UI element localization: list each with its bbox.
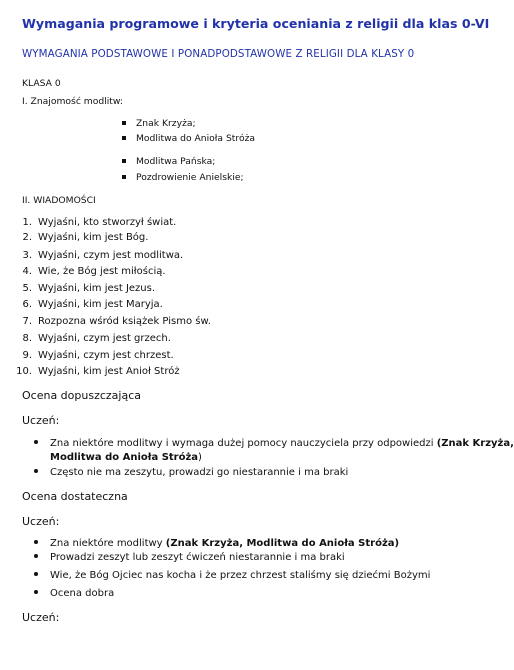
bullet-square-icon: [122, 121, 126, 125]
list-item: Modlitwa Pańska;: [122, 156, 215, 167]
numbered-item: 8. Wyjaśni, czym jest grzech.: [22, 333, 171, 344]
student-label: Uczeń:: [22, 611, 60, 624]
section-prayers-heading: I. Znajomość modlitw:: [22, 96, 124, 107]
document-title: Wymagania programowe i kryteria oceniania z religii dla klas 0-VI: [22, 16, 490, 31]
numbered-item: 6. Wyjaśni, kim jest Maryja.: [22, 299, 163, 310]
student-label: Uczeń:: [22, 515, 60, 528]
document-subtitle: WYMAGANIA PODSTAWOWE I PONADPODSTAWOWE Z RELIGII DLA KLASY 0: [22, 48, 415, 60]
list-item: Pozdrowienie Anielskie;: [122, 172, 244, 183]
section-knowledge-heading: II. WIADOMOŚCI: [22, 195, 96, 206]
class-label: KLASA 0: [22, 78, 61, 89]
list-item: Zna niektóre modlitwy (Znak Krzyża, Modlitwa do Anioła Stróża): [34, 538, 399, 549]
bullet-dot-icon: [34, 469, 38, 473]
bullet-square-icon: [122, 175, 126, 179]
numbered-item: 10. Wyjaśni, kim jest Anioł Stróż: [16, 366, 180, 377]
grade-heading: Ocena dostateczna: [22, 490, 128, 503]
list-item: Prowadzi zeszyt lub zeszyt ćwiczeń niestarannie i ma braki: [34, 552, 345, 563]
numbered-item: 5. Wyjaśni, kim jest Jezus.: [22, 283, 156, 294]
list-item-continuation: Modlitwa do Anioła Stróża): [50, 452, 202, 463]
numbered-item: 1. Wyjaśni, kto stworzył świat.: [22, 217, 177, 228]
numbered-item: 9. Wyjaśni, czym jest chrzest.: [22, 350, 174, 361]
list-item: Wie, że Bóg Ojciec nas kocha i że przez chrzest staliśmy się dziećmi Bożymi: [34, 570, 430, 581]
numbered-item: 4. Wie, że Bóg jest miłością.: [22, 266, 166, 277]
bullet-dot-icon: [34, 572, 38, 576]
bullet-square-icon: [122, 136, 126, 140]
numbered-item: 7. Rozpozna wśród książek Pismo św.: [22, 316, 211, 327]
student-label: Uczeń:: [22, 414, 60, 427]
bullet-square-icon: [122, 159, 126, 163]
list-item: Znak Krzyża;: [122, 118, 196, 129]
bullet-dot-icon: [34, 590, 38, 594]
list-item: Ocena dobra: [34, 588, 114, 599]
list-item: Modlitwa do Anioła Stróża: [122, 133, 255, 144]
bullet-dot-icon: [34, 540, 38, 544]
list-item: Często nie ma zeszytu, prowadzi go niestarannie i ma braki: [34, 467, 348, 478]
numbered-item: 3. Wyjaśni, czym jest modlitwa.: [22, 250, 184, 261]
bullet-dot-icon: [34, 554, 38, 558]
numbered-item: 2. Wyjaśni, kim jest Bóg.: [22, 232, 149, 243]
bullet-dot-icon: [34, 440, 38, 444]
list-item: Zna niektóre modlitwy i wymaga dużej pomocy nauczyciela przy odpowiedzi (Znak Krzyża,: [34, 438, 514, 449]
grade-heading: Ocena dopuszczająca: [22, 389, 142, 402]
